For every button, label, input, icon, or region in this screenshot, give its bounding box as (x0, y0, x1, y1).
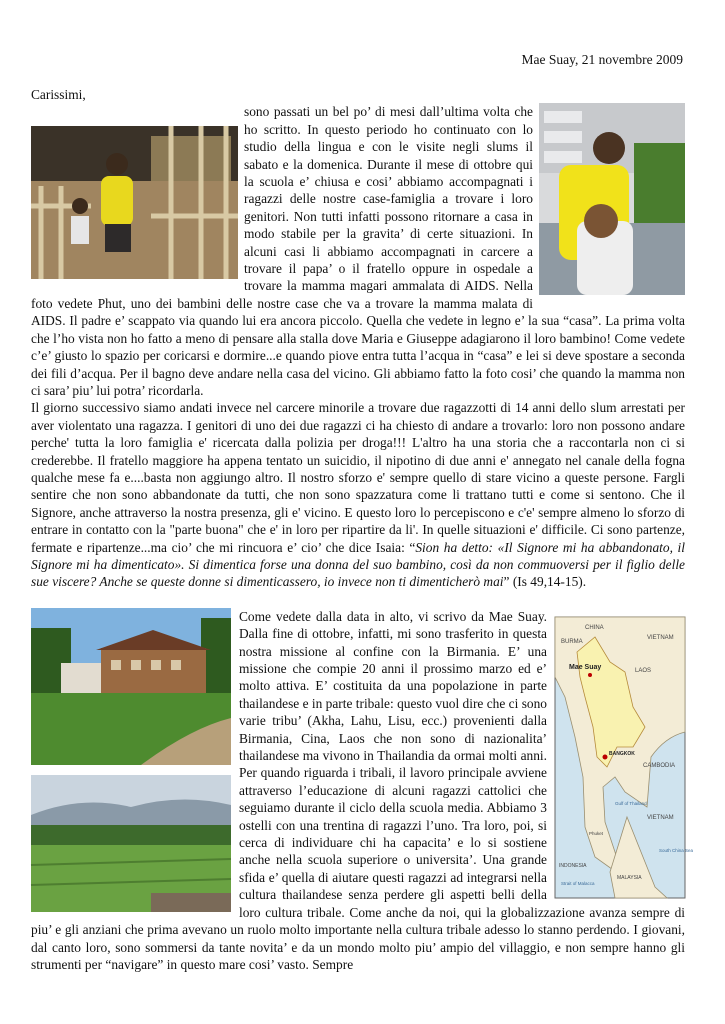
greeting: Carissimi, (31, 87, 86, 102)
map-label-china: CHINA (585, 624, 604, 631)
map-label-mae-suay: Mae Suay (569, 663, 602, 671)
map-label-burma: BURMA (561, 638, 583, 645)
map-label-south-china-sea: South China Sea (659, 847, 694, 853)
map-label-bangkok: BANGKOK (609, 750, 635, 757)
map-thailand (555, 617, 694, 898)
map-label-strait: Strait of Malacca (561, 880, 595, 886)
map-label-vietnam-top: VIETNAM (647, 634, 674, 641)
paragraph-gap (31, 591, 685, 608)
map-label-malaysia: MALAYSIA (617, 874, 642, 881)
map-label-vietnam: VIETNAM (647, 814, 674, 821)
paragraph-mae-suay: Come vedete dalla data in alto, vi scrivo da Mae Suay. Dalla fine di ottobre, infatti, mi sono trasferito in questa nostra missione al confine con la Birmania. E’ una missione che compie 20 anni il prossimo marzo ed e’ molto attiva. E’ costituita da una popolazione in parte thailandese e in parte tribale: questo vuol dire che ci sono varie tribu’ (Akha, Lahu, Lisu, ecc.) provenienti dalla Birmania, Cina, Laos che non sono di nazionalita’ thailandese ma vivono in Thailandia da ormai molti anni. Per quando riguarda i tribali, il lavoro principale avviene attraverso l’educazione di alcuni ragazzi cattolici che seguiamo durante il ciclo della scuola media. Abbiamo 3 ostelli con una trentina di ragazzi l’uno. Tra loro, poi, si cerca di individuare chi ha capacita’ e lo si sostiene anche nella scuola superiore o universita’. Una grande sfida e’ quella di aiutare questi ragazzi ad integrarsi nella cultura thailandese senza perdere gli aspetti belli della loro cultura tribale. Come anche da noi, qui la globalizzazione avanza sempre di piu’ e gli anziani che prima avevano un ruolo molto importante nella cultura tribale adesso lo stanno perdendo. I giovani, dal canto loro, sono sommersi da tante novita’ e da un mondo molto piu’ ampio del villaggio, e non sempre hanno gli strumenti per “navigare” in questo mare cosi’ vasto. Sempre (31, 608, 685, 972)
map-label-phuket: Phuket (589, 830, 604, 836)
photo-mission-building (31, 608, 231, 765)
photo-boy-wooden-house (31, 126, 238, 279)
isaiah-quote: Sion ha detto: «Il Signore mi ha abbandonato, il Signore mi ha dimenticato». Si dimentica forse una donna del suo bambino, così da non commuoversi per il figlio delle sue viscere? Anche se queste donne si dimenticassero, io invece non ti dimenticherò mai (31, 539, 685, 590)
photo-rice-fields (31, 775, 231, 912)
map-label-gulf: Gulf of Thailand (615, 800, 647, 806)
letter-body (31, 86, 694, 973)
map-label-cambodia: CAMBODIA (643, 762, 676, 769)
paragraph-slums: sono passati un bel po’ di mesi dall’ultima volta che ho scritto. In questo periodo ho continuato con lo studio della lingua e con le visite negli slums il sabato e la domenica. Durante il mese di ottobre qui la scuola e’ chiusa e cosi’ abbiamo accompagnati i ragazzi delle nostre case-famiglia a trovare i loro genitori. Non tutti infatti possono ritornare a casa in modo stabile per la gravita’ di certe situazioni. In alcuni casi li abbiamo accompagnati in carcere a trovare il papa’ o il fratello oppure in ospedale a trovare la mamma magari ammalata di AIDS. Nella foto vedete Phut, uno dei bambini delle nostre case che va a trovare la mamma malata di AIDS. Il padre e’ scappato via quando lui era ancora piccolo. Quella che vedete in legno e’ la sua “casa”. La prima volta che l’ho vista non ho fatto a meno di pensare alla stalla dove Maria e Giuseppe adagiarono il loro bambino! Come vedete c’e’ giusto lo spazio per coricarsi e dormire...e quando piove entra tutta l’acqua in “casa” e lei si deve spostare a seconda dei fili d’acqua. Per il bagno deve andare nella casa del vicino. Gli abbiamo fatto la foto cosi’ che quando la mamma non ci sara’ piu’ lui potra’ ricordarla. (31, 104, 685, 398)
date-line: Mae Suay, 21 novembre 2009 (521, 52, 683, 67)
map-label-laos: LAOS (635, 667, 652, 674)
paragraph-prison (31, 399, 685, 590)
isaiah-reference: ” (Is 49,14-15). (503, 574, 587, 590)
paragraph-prison-text: Il giorno successivo siamo andati invece nel carcere minorile a trovare due ragazzotti di 14 anni dello slum arrestati per aver violentato una ragazza. I genitori di uno dei due ragazzi ci ha chiesto di andare a trovarlo: loro non possono andare perche' tutta la loro famiglia e' ricercata dalla polizia per droga!!! L'altro ha una storia che a raccontarla non ci si crederebbe. Il fratello maggiore ha appena tentato un suicidio, il nipotino di due anni e' annegato nel canale della fogna qualche mese fa e....basta non aggiungo altro. Il nostro sforzo e' sempre quello di stare vicino a queste persone. Fargli sentire che non sono abbandonate da tutti, che non sono spazzatura come li trattano tutti e come si sentono. Che il Signore, anche attraverso la nostra presenza, gli e' vicino. E questo loro lo percepiscono e c'e' sempre almeno lo sforzo di entrare in contatto con la "parte buona" che e' in loro per ripartire da li'. In quelle situazioni e' difficile. Ci sono partenze, fermate e ripartenze...ma cio’ che mi rincuora e’ cio’ che dice Isaia: “ (31, 400, 685, 555)
photo-mother-and-child (539, 103, 685, 295)
map-label-indonesia: INDONESIA (559, 862, 587, 869)
